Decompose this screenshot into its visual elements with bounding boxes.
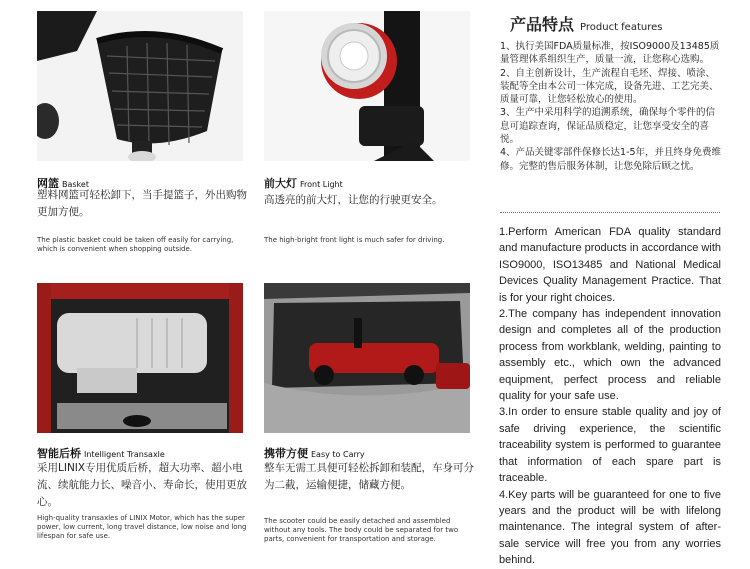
headlight-illustration <box>264 11 470 161</box>
transaxle-title-cn: 智能后桥 <box>37 447 81 460</box>
transaxle-illustration <box>37 283 243 433</box>
headlight-photo <box>264 11 470 161</box>
basket-photo <box>37 11 243 161</box>
car-trunk-photo <box>264 283 470 433</box>
carry-title-en: Easy to Carry <box>311 450 365 459</box>
features-divider <box>500 212 720 213</box>
headlight-title-cn: 前大灯 <box>264 177 297 190</box>
features-en-item: 4.Key parts will be guaranteed for one to five years and the product will be with lifelong maintenance. The integral system of after-sale service will free you from any worries behind. <box>499 488 721 567</box>
headlight-title <box>264 175 343 191</box>
features-heading-cn: 产品特点 <box>510 15 575 34</box>
carry-title-cn: 携带方便 <box>264 447 308 460</box>
transaxle-photo <box>37 283 243 433</box>
basket-desc-en: The plastic basket could be taken off easily for carrying, which is convenient when shopping outside. <box>37 236 234 253</box>
basket-title-en: Basket <box>62 180 89 189</box>
headlight-desc-cn: 高透亮的前大灯，让您的行驶更安全。 <box>264 194 443 206</box>
headlight-title-en: Front Light <box>300 180 343 189</box>
features-en-item: 3.In order to ensure stable quality and joy of safe driving experience, the scientific traceability system is performed to guarantee that information of each spare part is traceable. <box>499 406 721 485</box>
features-en-item: 2.The company has independent innovation design and completes all of the production process from workblank, welding, painting to assembly etc., which own the advanced equipment, perfect process and reliable quality for your safe use. <box>499 308 721 403</box>
features-cn-item: 3、生产中采用科学的追溯系统，确保每个零件的信息可追踪查询，保证品质稳定，让您享受安全的喜悦。 <box>500 107 716 146</box>
features-cn-item: 4、产品关键零部件保修长达1-5年，并且终身免费维修。完整的售后服务体制，让您免除后顾之忧。 <box>500 147 722 172</box>
carry-title <box>264 445 365 461</box>
features-cn-item: 2、自主创新设计，生产流程自毛坯、焊接、喷涂、装配等全由本公司一体完成，设备先进、工艺完美、质量可靠，让您轻松放心的使用。 <box>500 67 719 106</box>
headlight-desc-en: The high-bright front light is much safer for driving. <box>264 236 445 244</box>
features-cn-list <box>500 40 722 173</box>
features-cn-item: 1、执行美国FDA质量标准，按ISO9000及13485质量管理体系组织生产，质量一流，让您称心选购。 <box>500 41 720 66</box>
basket-desc-cn: 塑料网篮可轻松卸下，当手提篮子，外出购物更加方便。 <box>37 189 247 218</box>
features-heading <box>510 12 662 35</box>
transaxle-title <box>37 445 165 461</box>
transaxle-desc-en: High-quality transaxles of LINIX Motor, which has the super power, low current, long travel distance, low noise and long lifespan for safe use. <box>37 514 247 540</box>
transaxle-desc-cn: 采用LINIX专用优质后桥，超大功率、超小电流、续航能力长、噪音小、寿命长，使用更放心。 <box>37 462 247 508</box>
basket-title-cn: 网篮 <box>37 177 59 190</box>
features-en-item: 1.Perform American FDA quality standard and manufacture products in accordance with ISO9000, ISO13485 and National Medical Devices Quality Management Practice. That is for your right choices. <box>499 226 721 304</box>
transaxle-title-en: Intelligent Transaxle <box>84 450 165 459</box>
basket-illustration <box>37 11 243 161</box>
car-trunk-illustration <box>264 283 470 433</box>
features-heading-en: Product features <box>580 22 663 33</box>
features-en-list <box>499 224 721 569</box>
carry-desc-en: The scooter could be easily detached and assembled without any tools. The body could be separated for two parts, convenient for transportation and storage. <box>264 517 459 543</box>
carry-desc-cn: 整车无需工具便可轻松拆卸和装配，车身可分为二截，运输便捷，储藏方便。 <box>264 462 474 491</box>
